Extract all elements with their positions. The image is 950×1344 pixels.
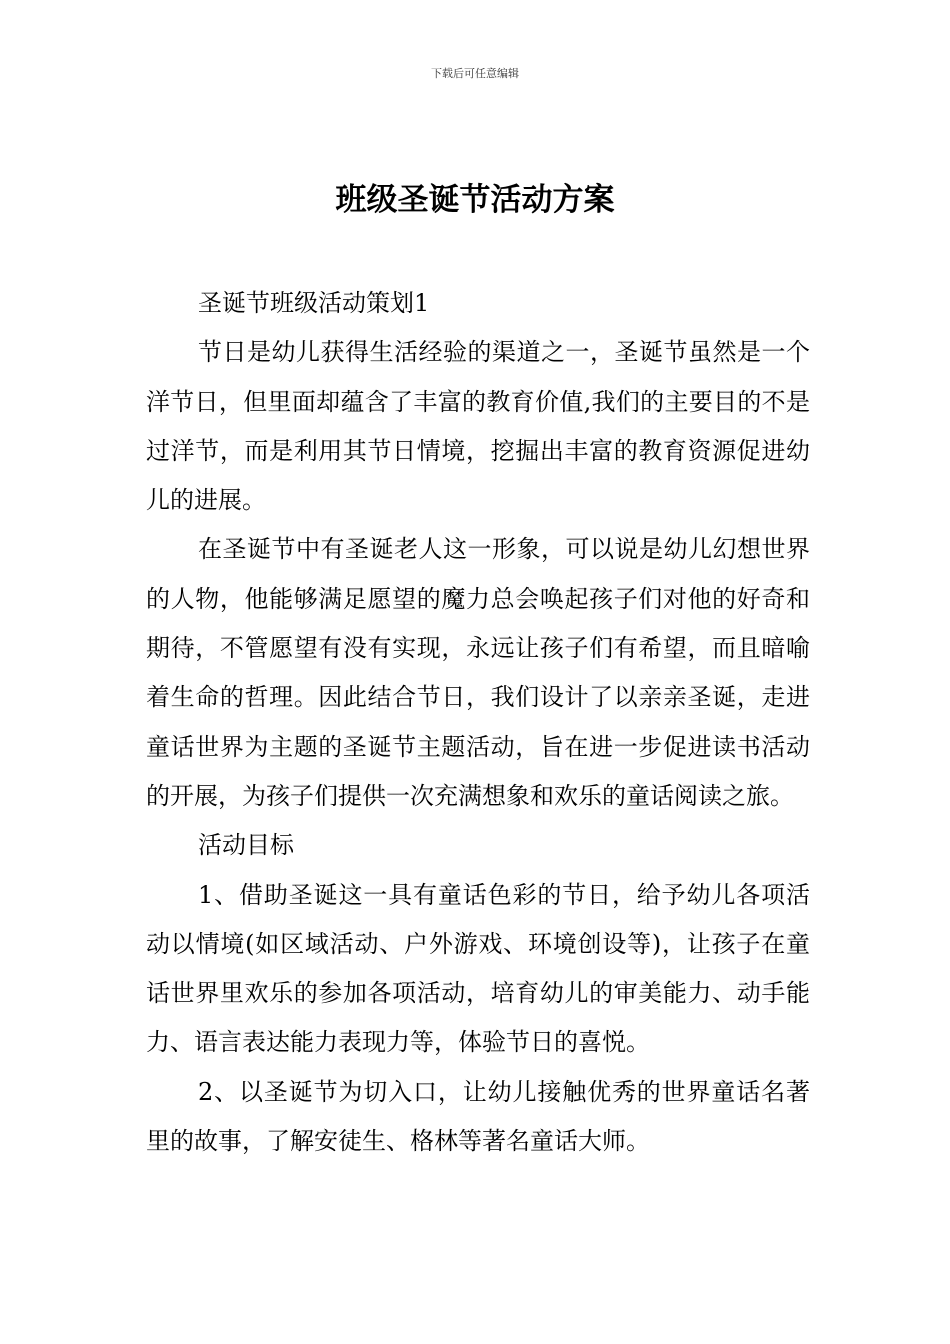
- section-heading-goals: 活动目标: [198, 831, 294, 860]
- goal-item-2: 2、以圣诞节为切入口，让幼儿接触优秀的世界童话名著里的故事，了解安徒生、格林等著名童话大师。: [146, 1077, 810, 1156]
- document-title: 班级圣诞节活动方案: [335, 182, 615, 218]
- section-heading-plan: 圣诞节班级活动策划1: [198, 289, 430, 317]
- paragraph-santa: 在圣诞节中有圣诞老人这一形象，可以说是幼儿幻想世界的人物，他能够满足愿望的魔力总会唤起孩子们对他的好奇和期待，不管愿望有没有实现，永远让孩子们有希望，而且暗喻着生命的哲理。因此结合节日，我们设计了以亲亲圣诞，走进童话世界为主题的圣诞节主题活动，旨在进一步促进读书活动的开展，为孩子们提供一次充满想象和欢乐的童话阅读之旅。: [146, 535, 810, 810]
- paragraph-intro: 节日是幼儿获得生活经验的渠道之一，圣诞节虽然是一个洋节日，但里面却蕴含了丰富的教育价值,我们的主要目的不是过洋节，而是利用其节日情境，挖掘出丰富的教育资源促进幼儿的进展。: [146, 338, 810, 515]
- goal-item-1: 1、借助圣诞这一具有童话色彩的节日，给予幼儿各项活动以情境(如区域活动、户外游戏、环境创设等)，让孩子在童话世界里欢乐的参加各项活动，培育幼儿的审美能力、动手能力、语言表达能力表现力等，体验节日的喜悦。: [146, 880, 810, 1057]
- document-body: [146, 279, 810, 1166]
- header-note: 下载后可任意编辑: [431, 67, 519, 80]
